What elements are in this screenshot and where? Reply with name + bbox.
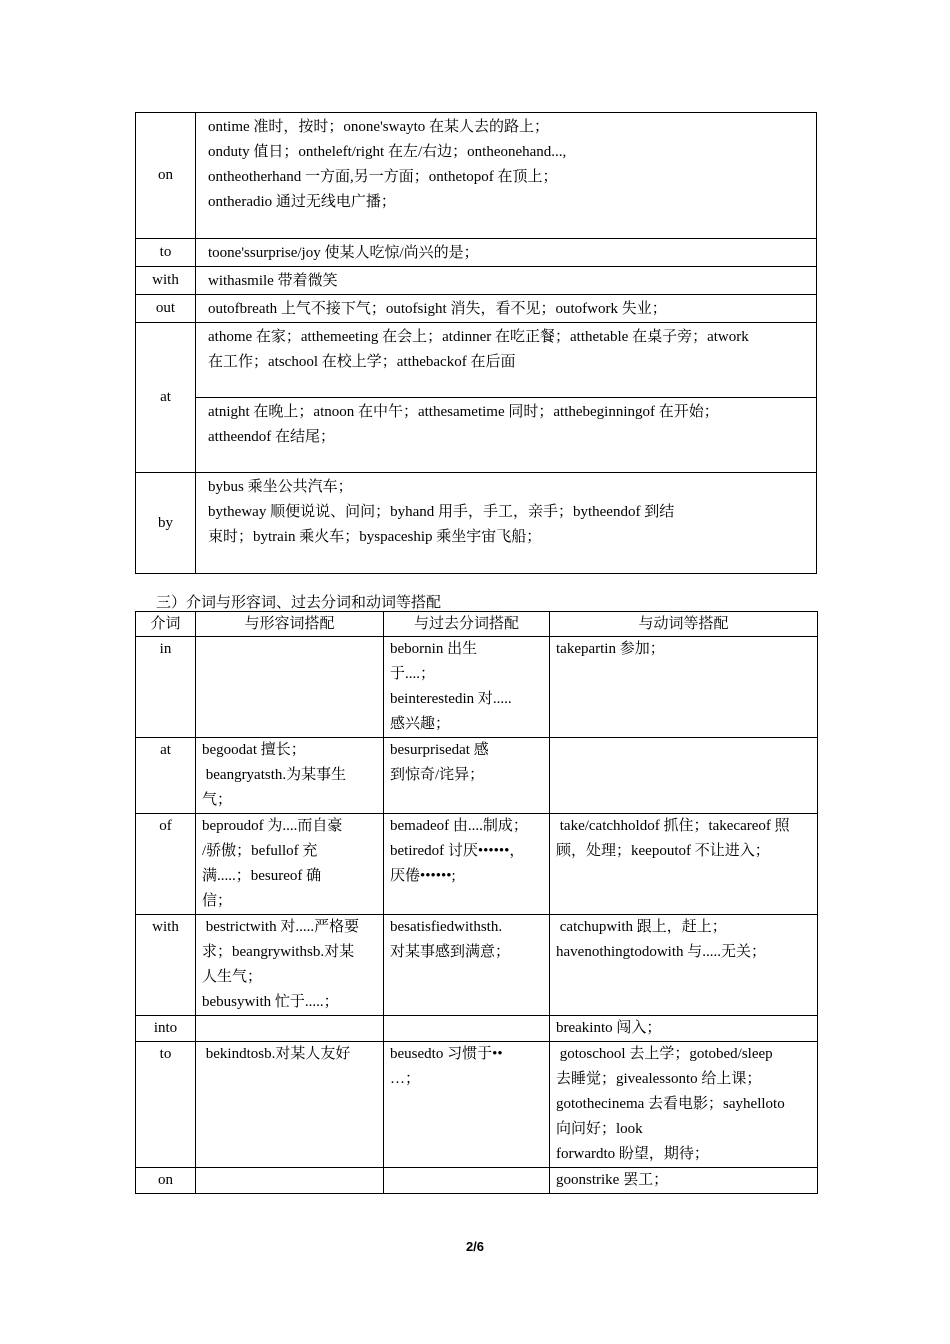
adj-cell xyxy=(196,738,384,814)
table1-row xyxy=(136,295,817,323)
phrase-line: gotothecinema 去看电影；sayhelloto xyxy=(556,1096,785,1112)
phrase-line: athome 在家；atthemeeting 在会上；atdinner 在吃正餐；atthetable 在桌子旁；atwork xyxy=(208,329,749,345)
header-prep: 介词 xyxy=(136,612,196,637)
pp-cell xyxy=(384,1042,550,1168)
table1-row xyxy=(136,113,817,239)
phrase-line: besurprisedat 感 xyxy=(390,742,489,758)
preposition-cell: by xyxy=(136,473,196,574)
phrase-line: besatisfiedwithsth. xyxy=(390,919,503,935)
phrase-line: 对某事感到满意； xyxy=(390,944,511,960)
phrase-line: havenothingtodowith 与.....无关； xyxy=(556,944,766,960)
adj-cell xyxy=(196,814,384,915)
phrase-line: 到惊奇/诧异； xyxy=(390,767,485,783)
phrase-line: atnight 在晚上；atnoon 在中午；atthesametime 同时；atthebeginningof 在开始； xyxy=(208,404,719,420)
phrase-cell xyxy=(196,267,817,295)
preposition-cell: of xyxy=(136,814,196,915)
table2-row xyxy=(136,1042,818,1168)
table1-row xyxy=(136,267,817,295)
phrase-line: beangryatsth.为某事生 xyxy=(202,767,347,783)
header-verb: 与动词等搭配 xyxy=(550,612,818,637)
phrase-line: /骄傲；befullof 充 xyxy=(202,843,318,859)
phrase-line: betiredof 讨厌••••••， xyxy=(390,843,525,859)
pp-cell xyxy=(384,915,550,1016)
phrase-line: 向问好；look xyxy=(556,1121,643,1137)
phrase-line: toone'ssurprise/joy 使某人吃惊/尚兴的是； xyxy=(208,245,479,261)
adj-cell xyxy=(196,1016,384,1042)
phrase-line: …； xyxy=(390,1071,421,1087)
phrase-line: take/catchholdof 抓住；takecareof 照 xyxy=(556,818,790,834)
table2-row xyxy=(136,814,818,915)
table1-row xyxy=(136,323,817,398)
verb-cell xyxy=(550,915,818,1016)
table2-row xyxy=(136,1168,818,1194)
phrase-line: 去睡觉；givealessonto 给上课； xyxy=(556,1071,762,1087)
table1-row xyxy=(136,398,817,473)
preposition-cell: out xyxy=(136,295,196,323)
phrase-line: beinterestedin 对..... xyxy=(390,691,512,707)
table2-row xyxy=(136,1016,818,1042)
phrase-line: ontime 准时，按时；onone'swayto 在某人去的路上； xyxy=(208,119,550,135)
collocation-table-2 xyxy=(135,611,818,1194)
phrase-line: withasmile 带着微笑 xyxy=(208,273,338,289)
phrase-cell xyxy=(196,473,817,574)
table1-row xyxy=(136,473,817,574)
preposition-cell: to xyxy=(136,1042,196,1168)
phrase-line: catchupwith 跟上，赶上； xyxy=(556,919,727,935)
phrase-line: bemadeof 由....制成； xyxy=(390,818,528,834)
phrase-line: beproudof 为....而自豪 xyxy=(202,818,343,834)
phrase-cell xyxy=(196,323,817,398)
phrase-line: gotoschool 去上学；gotobed/sleep xyxy=(556,1046,773,1062)
phrase-line: takepartin 参加； xyxy=(556,641,665,657)
verb-cell xyxy=(550,1168,818,1194)
phrase-line: begoodat 擅长； xyxy=(202,742,306,758)
pp-cell xyxy=(384,738,550,814)
phrase-cell xyxy=(196,398,817,473)
phrase-line: 顾，处理；keepoutof 不让进入； xyxy=(556,843,770,859)
table1-body xyxy=(136,113,817,574)
pp-cell xyxy=(384,1016,550,1042)
phrase-line: bekindtosb.对某人友好 xyxy=(202,1046,351,1062)
preposition-cell: on xyxy=(136,113,196,239)
phrase-line: 厌倦••••••; xyxy=(390,868,456,884)
verb-cell xyxy=(550,738,818,814)
phrase-cell xyxy=(196,239,817,267)
adj-cell xyxy=(196,915,384,1016)
preposition-cell: on xyxy=(136,1168,196,1194)
preposition-cell: with xyxy=(136,267,196,295)
phrase-line: beusedto 习惯于•• xyxy=(390,1046,503,1062)
phrase-line: bybus 乘坐公共汽车； xyxy=(208,479,353,495)
phrase-line: attheendof 在结尾； xyxy=(208,429,336,445)
preposition-cell: at xyxy=(136,738,196,814)
table1-row xyxy=(136,239,817,267)
phrase-line: 人生气； xyxy=(202,969,263,985)
phrase-line: bytheway 顺便说说、问问；byhand 用手，手工，亲手；bytheendof 到结 xyxy=(208,504,675,520)
preposition-cell: into xyxy=(136,1016,196,1042)
adj-cell xyxy=(196,1168,384,1194)
section-title: 三）介词与形容词、过去分词和动词等搭配 xyxy=(156,595,442,611)
preposition-cell: in xyxy=(136,637,196,738)
phrase-line: ontheotherhand 一方面,另一方面；onthetopof 在顶上； xyxy=(208,169,558,185)
phrase-line: 气； xyxy=(202,792,233,808)
verb-cell xyxy=(550,1042,818,1168)
table2-row xyxy=(136,637,818,738)
phrase-line: onduty 值日；ontheleft/right 在左/右边；ontheonehand..., xyxy=(208,144,567,160)
phrase-line: forwardto 盼望，期待； xyxy=(556,1146,709,1162)
phrase-line: 束时；bytrain 乘火车；byspaceship 乘坐宇宙飞船； xyxy=(208,529,542,545)
pp-cell xyxy=(384,814,550,915)
phrase-line: goonstrike 罢工； xyxy=(556,1172,669,1188)
verb-cell xyxy=(550,637,818,738)
page-number: 2/6 xyxy=(465,1239,485,1254)
phrase-cell xyxy=(196,295,817,323)
phrase-cell xyxy=(196,113,817,239)
phrase-line: bestrictwith 对.....严格要 xyxy=(202,919,360,935)
phrase-line: 感兴趣； xyxy=(390,716,451,732)
phrase-line: 信； xyxy=(202,893,233,909)
phrase-line: 求；beangrywithsb.对某 xyxy=(202,944,355,960)
phrase-line: bebusywith 忙于.....； xyxy=(202,994,339,1010)
adj-cell xyxy=(196,637,384,738)
header-adj: 与形容词搭配 xyxy=(196,612,384,637)
table2-body xyxy=(136,637,818,1194)
preposition-cell: with xyxy=(136,915,196,1016)
header-pp: 与过去分词搭配 xyxy=(384,612,550,637)
table2-header xyxy=(136,612,818,637)
verb-cell xyxy=(550,814,818,915)
adj-cell xyxy=(196,1042,384,1168)
phrase-line: ontheradio 通过无线电广播； xyxy=(208,194,396,210)
phrase-line: outofbreath 上气不接下气；outofsight 消失，看不见；outofwork 失业； xyxy=(208,301,667,317)
phrase-line: 满.....；besureof 确 xyxy=(202,868,322,884)
pp-cell xyxy=(384,1168,550,1194)
preposition-cell: to xyxy=(136,239,196,267)
phrase-line: breakinto 闯入； xyxy=(556,1020,662,1036)
table2-row xyxy=(136,915,818,1016)
verb-cell xyxy=(550,1016,818,1042)
phrase-line: 于....； xyxy=(390,666,436,682)
collocation-table-1 xyxy=(135,112,817,574)
phrase-line: bebornin 出生 xyxy=(390,641,478,657)
preposition-cell: at xyxy=(136,323,196,473)
table2-row xyxy=(136,738,818,814)
phrase-line: 在工作；atschool 在校上学；atthebackof 在后面 xyxy=(208,354,516,370)
pp-cell xyxy=(384,637,550,738)
